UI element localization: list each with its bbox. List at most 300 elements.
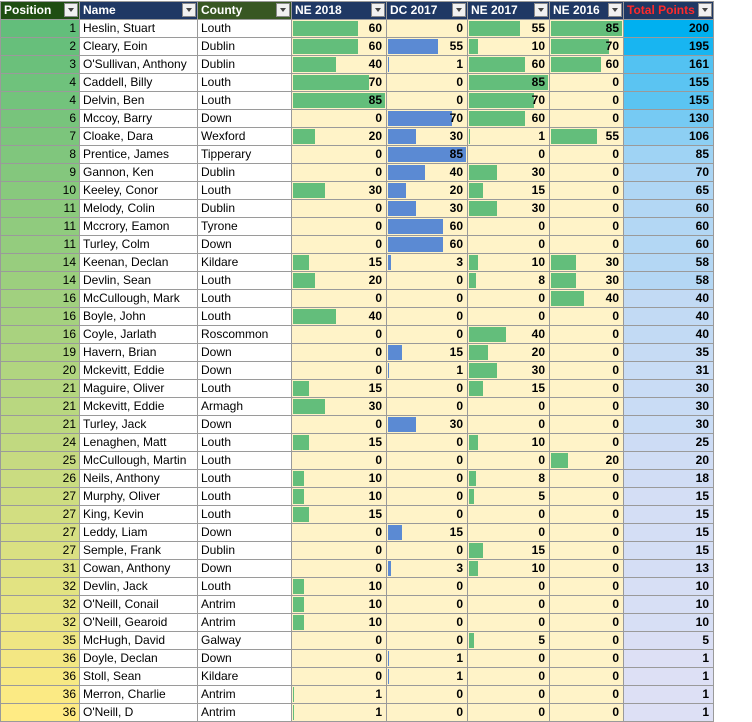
total-points-cell[interactable]: 15 [624, 488, 714, 506]
county-cell[interactable]: Dublin [198, 56, 292, 74]
ne2017-cell[interactable] [468, 236, 550, 254]
total-points-cell[interactable]: 58 [624, 254, 714, 272]
dc2017-cell[interactable] [387, 470, 468, 488]
total-points-cell[interactable]: 155 [624, 92, 714, 110]
ne2018-cell[interactable] [292, 20, 387, 38]
position-cell[interactable]: 4 [1, 92, 80, 110]
ne2018-cell[interactable] [292, 200, 387, 218]
dc2017-cell[interactable] [387, 650, 468, 668]
ne2018-cell[interactable] [292, 74, 387, 92]
position-cell[interactable]: 27 [1, 542, 80, 560]
name-cell[interactable]: Maguire, Oliver [80, 380, 198, 398]
total-points-cell[interactable]: 31 [624, 362, 714, 380]
ne2016-cell[interactable] [550, 578, 624, 596]
county-cell[interactable]: Louth [198, 380, 292, 398]
position-cell[interactable]: 14 [1, 272, 80, 290]
ne2016-cell[interactable] [550, 146, 624, 164]
ne2017-cell[interactable] [468, 632, 550, 650]
dc2017-cell[interactable] [387, 164, 468, 182]
dc2017-cell[interactable] [387, 182, 468, 200]
ne2018-cell[interactable] [292, 686, 387, 704]
position-cell[interactable]: 21 [1, 398, 80, 416]
position-cell[interactable]: 27 [1, 524, 80, 542]
dc2017-cell[interactable] [387, 434, 468, 452]
position-cell[interactable]: 36 [1, 704, 80, 722]
county-cell[interactable]: Tyrone [198, 218, 292, 236]
county-cell[interactable]: Roscommon [198, 326, 292, 344]
county-cell[interactable]: Louth [198, 434, 292, 452]
ne2018-cell[interactable] [292, 272, 387, 290]
position-cell[interactable]: 16 [1, 308, 80, 326]
name-cell[interactable]: Heslin, Stuart [80, 20, 198, 38]
total-points-cell[interactable]: 1 [624, 668, 714, 686]
ne2016-cell[interactable] [550, 362, 624, 380]
ne2016-cell[interactable] [550, 506, 624, 524]
county-cell[interactable]: Dublin [198, 542, 292, 560]
position-cell[interactable]: 10 [1, 182, 80, 200]
ne2016-cell[interactable] [550, 452, 624, 470]
county-cell[interactable]: Louth [198, 506, 292, 524]
ne2018-cell[interactable] [292, 398, 387, 416]
ne2018-cell[interactable] [292, 182, 387, 200]
dc2017-cell[interactable] [387, 128, 468, 146]
total-points-cell[interactable]: 200 [624, 20, 714, 38]
ne2017-cell[interactable] [468, 452, 550, 470]
ne2018-cell[interactable] [292, 110, 387, 128]
ne2016-cell[interactable] [550, 56, 624, 74]
county-cell[interactable]: Antrim [198, 704, 292, 722]
county-cell[interactable]: Louth [198, 578, 292, 596]
position-cell[interactable]: 25 [1, 452, 80, 470]
dc2017-cell[interactable] [387, 56, 468, 74]
total-points-cell[interactable]: 1 [624, 686, 714, 704]
dc2017-cell[interactable] [387, 380, 468, 398]
ne2016-cell[interactable] [550, 470, 624, 488]
total-points-cell[interactable]: 106 [624, 128, 714, 146]
ne2018-cell[interactable] [292, 614, 387, 632]
ne2017-cell[interactable] [468, 344, 550, 362]
ne2017-cell[interactable] [468, 380, 550, 398]
ne2017-cell[interactable] [468, 506, 550, 524]
position-cell[interactable]: 26 [1, 470, 80, 488]
dc2017-cell[interactable] [387, 326, 468, 344]
name-cell[interactable]: Caddell, Billy [80, 74, 198, 92]
dc2017-cell[interactable] [387, 398, 468, 416]
name-cell[interactable]: Devlin, Jack [80, 578, 198, 596]
ne2017-cell[interactable] [468, 308, 550, 326]
ne2018-cell[interactable] [292, 632, 387, 650]
ne2018-cell[interactable] [292, 542, 387, 560]
name-cell[interactable]: O'Neill, D [80, 704, 198, 722]
ne2018-cell[interactable] [292, 146, 387, 164]
ne2016-cell[interactable] [550, 200, 624, 218]
dc2017-cell[interactable] [387, 20, 468, 38]
name-cell[interactable]: Keenan, Declan [80, 254, 198, 272]
name-cell[interactable]: Cowan, Anthony [80, 560, 198, 578]
county-cell[interactable]: Dublin [198, 38, 292, 56]
filter-dropdown-icon[interactable] [64, 3, 78, 17]
filter-dropdown-icon[interactable] [276, 3, 290, 17]
ne2018-cell[interactable] [292, 38, 387, 56]
county-cell[interactable]: Louth [198, 74, 292, 92]
dc2017-cell[interactable] [387, 632, 468, 650]
total-points-cell[interactable]: 85 [624, 146, 714, 164]
position-cell[interactable]: 31 [1, 560, 80, 578]
ne2017-cell[interactable] [468, 200, 550, 218]
ne2018-cell[interactable] [292, 524, 387, 542]
position-cell[interactable]: 11 [1, 200, 80, 218]
name-cell[interactable]: Semple, Frank [80, 542, 198, 560]
county-cell[interactable]: Antrim [198, 614, 292, 632]
ne2016-cell[interactable] [550, 650, 624, 668]
ne2018-cell[interactable] [292, 650, 387, 668]
ne2016-cell[interactable] [550, 614, 624, 632]
name-cell[interactable]: O'Sullivan, Anthony [80, 56, 198, 74]
name-cell[interactable]: Cloake, Dara [80, 128, 198, 146]
ne2016-cell[interactable] [550, 632, 624, 650]
total-points-cell[interactable]: 1 [624, 704, 714, 722]
name-cell[interactable]: Mccoy, Barry [80, 110, 198, 128]
ne2017-cell[interactable] [468, 92, 550, 110]
ne2018-cell[interactable] [292, 380, 387, 398]
ne2017-cell[interactable] [468, 416, 550, 434]
ne2016-cell[interactable] [550, 20, 624, 38]
ne2018-cell[interactable] [292, 578, 387, 596]
position-cell[interactable]: 32 [1, 578, 80, 596]
position-cell[interactable]: 9 [1, 164, 80, 182]
ne2018-cell[interactable] [292, 668, 387, 686]
total-points-cell[interactable]: 58 [624, 272, 714, 290]
dc2017-cell[interactable] [387, 38, 468, 56]
county-cell[interactable]: Louth [198, 308, 292, 326]
county-cell[interactable]: Kildare [198, 668, 292, 686]
ne2016-cell[interactable] [550, 236, 624, 254]
name-cell[interactable]: Keeley, Conor [80, 182, 198, 200]
name-cell[interactable]: King, Kevin [80, 506, 198, 524]
position-cell[interactable]: 24 [1, 434, 80, 452]
name-cell[interactable]: Coyle, Jarlath [80, 326, 198, 344]
ne2016-cell[interactable] [550, 308, 624, 326]
county-cell[interactable]: Louth [198, 290, 292, 308]
ne2016-cell[interactable] [550, 164, 624, 182]
ne2016-cell[interactable] [550, 92, 624, 110]
dc2017-cell[interactable] [387, 452, 468, 470]
name-cell[interactable]: Turley, Jack [80, 416, 198, 434]
ne2018-cell[interactable] [292, 434, 387, 452]
ne2017-cell[interactable] [468, 596, 550, 614]
ne2017-cell[interactable] [468, 74, 550, 92]
total-points-cell[interactable]: 130 [624, 110, 714, 128]
county-cell[interactable]: Louth [198, 182, 292, 200]
column-header-ne2017[interactable] [468, 2, 550, 20]
ne2017-cell[interactable] [468, 470, 550, 488]
ne2017-cell[interactable] [468, 704, 550, 722]
ne2017-cell[interactable] [468, 38, 550, 56]
name-cell[interactable]: McHugh, David [80, 632, 198, 650]
position-cell[interactable]: 16 [1, 290, 80, 308]
dc2017-cell[interactable] [387, 344, 468, 362]
ne2016-cell[interactable] [550, 704, 624, 722]
dc2017-cell[interactable] [387, 668, 468, 686]
ne2018-cell[interactable] [292, 704, 387, 722]
dc2017-cell[interactable] [387, 704, 468, 722]
ne2018-cell[interactable] [292, 488, 387, 506]
dc2017-cell[interactable] [387, 272, 468, 290]
dc2017-cell[interactable] [387, 488, 468, 506]
dc2017-cell[interactable] [387, 110, 468, 128]
position-cell[interactable]: 4 [1, 74, 80, 92]
county-cell[interactable]: Down [198, 236, 292, 254]
position-cell[interactable]: 11 [1, 218, 80, 236]
name-cell[interactable]: Neils, Anthony [80, 470, 198, 488]
ne2017-cell[interactable] [468, 290, 550, 308]
county-cell[interactable]: Dublin [198, 200, 292, 218]
ne2017-cell[interactable] [468, 164, 550, 182]
ne2017-cell[interactable] [468, 650, 550, 668]
position-cell[interactable]: 35 [1, 632, 80, 650]
dc2017-cell[interactable] [387, 578, 468, 596]
total-points-cell[interactable]: 10 [624, 578, 714, 596]
total-points-cell[interactable]: 30 [624, 380, 714, 398]
ne2017-cell[interactable] [468, 398, 550, 416]
position-cell[interactable]: 1 [1, 20, 80, 38]
column-header-position[interactable] [1, 2, 80, 20]
filter-dropdown-icon[interactable] [452, 3, 466, 17]
position-cell[interactable]: 7 [1, 128, 80, 146]
ne2018-cell[interactable] [292, 596, 387, 614]
position-cell[interactable]: 21 [1, 416, 80, 434]
ne2016-cell[interactable] [550, 272, 624, 290]
ne2016-cell[interactable] [550, 668, 624, 686]
name-cell[interactable]: O'Neill, Conail [80, 596, 198, 614]
ne2017-cell[interactable] [468, 686, 550, 704]
ne2017-cell[interactable] [468, 20, 550, 38]
ne2016-cell[interactable] [550, 254, 624, 272]
county-cell[interactable]: Louth [198, 470, 292, 488]
name-cell[interactable]: Boyle, John [80, 308, 198, 326]
total-points-cell[interactable]: 20 [624, 452, 714, 470]
total-points-cell[interactable]: 13 [624, 560, 714, 578]
filter-dropdown-icon[interactable] [371, 3, 385, 17]
dc2017-cell[interactable] [387, 218, 468, 236]
ne2016-cell[interactable] [550, 416, 624, 434]
total-points-cell[interactable]: 10 [624, 614, 714, 632]
name-cell[interactable]: O'Neill, Gearoid [80, 614, 198, 632]
county-cell[interactable]: Louth [198, 92, 292, 110]
total-points-cell[interactable]: 40 [624, 326, 714, 344]
dc2017-cell[interactable] [387, 686, 468, 704]
ne2018-cell[interactable] [292, 362, 387, 380]
county-cell[interactable]: Louth [198, 20, 292, 38]
filter-dropdown-icon[interactable] [698, 3, 712, 17]
dc2017-cell[interactable] [387, 362, 468, 380]
ne2017-cell[interactable] [468, 128, 550, 146]
ne2018-cell[interactable] [292, 290, 387, 308]
county-cell[interactable]: Armagh [198, 398, 292, 416]
county-cell[interactable]: Wexford [198, 128, 292, 146]
name-cell[interactable]: Havern, Brian [80, 344, 198, 362]
ne2016-cell[interactable] [550, 218, 624, 236]
name-cell[interactable]: Doyle, Declan [80, 650, 198, 668]
ne2017-cell[interactable] [468, 272, 550, 290]
name-cell[interactable]: Leddy, Liam [80, 524, 198, 542]
dc2017-cell[interactable] [387, 308, 468, 326]
county-cell[interactable]: Tipperary [198, 146, 292, 164]
ne2018-cell[interactable] [292, 344, 387, 362]
name-cell[interactable]: Melody, Colin [80, 200, 198, 218]
ne2017-cell[interactable] [468, 362, 550, 380]
name-cell[interactable]: McCullough, Mark [80, 290, 198, 308]
total-points-cell[interactable]: 15 [624, 506, 714, 524]
dc2017-cell[interactable] [387, 596, 468, 614]
ne2017-cell[interactable] [468, 146, 550, 164]
total-points-cell[interactable]: 60 [624, 236, 714, 254]
position-cell[interactable]: 36 [1, 650, 80, 668]
ne2018-cell[interactable] [292, 92, 387, 110]
total-points-cell[interactable]: 1 [624, 650, 714, 668]
ne2017-cell[interactable] [468, 326, 550, 344]
county-cell[interactable]: Dublin [198, 164, 292, 182]
name-cell[interactable]: Prentice, James [80, 146, 198, 164]
total-points-cell[interactable]: 15 [624, 524, 714, 542]
column-header-county[interactable] [198, 2, 292, 20]
dc2017-cell[interactable] [387, 542, 468, 560]
total-points-cell[interactable]: 5 [624, 632, 714, 650]
name-cell[interactable]: Devlin, Sean [80, 272, 198, 290]
name-cell[interactable]: Murphy, Oliver [80, 488, 198, 506]
ne2016-cell[interactable] [550, 542, 624, 560]
position-cell[interactable]: 6 [1, 110, 80, 128]
ne2018-cell[interactable] [292, 128, 387, 146]
ne2016-cell[interactable] [550, 344, 624, 362]
position-cell[interactable]: 32 [1, 596, 80, 614]
county-cell[interactable]: Down [198, 560, 292, 578]
position-cell[interactable]: 16 [1, 326, 80, 344]
county-cell[interactable]: Kildare [198, 254, 292, 272]
ne2017-cell[interactable] [468, 578, 550, 596]
ne2017-cell[interactable] [468, 56, 550, 74]
county-cell[interactable]: Antrim [198, 596, 292, 614]
position-cell[interactable]: 27 [1, 506, 80, 524]
ne2018-cell[interactable] [292, 560, 387, 578]
ne2018-cell[interactable] [292, 326, 387, 344]
ne2016-cell[interactable] [550, 128, 624, 146]
position-cell[interactable]: 2 [1, 38, 80, 56]
dc2017-cell[interactable] [387, 236, 468, 254]
county-cell[interactable]: Louth [198, 488, 292, 506]
ne2018-cell[interactable] [292, 56, 387, 74]
dc2017-cell[interactable] [387, 416, 468, 434]
position-cell[interactable]: 19 [1, 344, 80, 362]
ne2016-cell[interactable] [550, 686, 624, 704]
county-cell[interactable]: Louth [198, 452, 292, 470]
position-cell[interactable]: 27 [1, 488, 80, 506]
ne2016-cell[interactable] [550, 290, 624, 308]
name-cell[interactable]: Merron, Charlie [80, 686, 198, 704]
ne2017-cell[interactable] [468, 254, 550, 272]
total-points-cell[interactable]: 30 [624, 416, 714, 434]
ne2016-cell[interactable] [550, 560, 624, 578]
total-points-cell[interactable]: 70 [624, 164, 714, 182]
ne2016-cell[interactable] [550, 434, 624, 452]
column-header-name[interactable] [80, 2, 198, 20]
position-cell[interactable]: 21 [1, 380, 80, 398]
ne2017-cell[interactable] [468, 542, 550, 560]
name-cell[interactable]: Delvin, Ben [80, 92, 198, 110]
ne2018-cell[interactable] [292, 218, 387, 236]
name-cell[interactable]: Turley, Colm [80, 236, 198, 254]
total-points-cell[interactable]: 60 [624, 200, 714, 218]
total-points-cell[interactable]: 40 [624, 290, 714, 308]
name-cell[interactable]: Mckevitt, Eddie [80, 362, 198, 380]
total-points-cell[interactable]: 161 [624, 56, 714, 74]
dc2017-cell[interactable] [387, 74, 468, 92]
dc2017-cell[interactable] [387, 524, 468, 542]
column-header-total[interactable] [624, 2, 714, 20]
name-cell[interactable]: Lenaghen, Matt [80, 434, 198, 452]
dc2017-cell[interactable] [387, 560, 468, 578]
filter-dropdown-icon[interactable] [534, 3, 548, 17]
ne2017-cell[interactable] [468, 560, 550, 578]
dc2017-cell[interactable] [387, 146, 468, 164]
dc2017-cell[interactable] [387, 200, 468, 218]
ne2017-cell[interactable] [468, 110, 550, 128]
total-points-cell[interactable]: 60 [624, 218, 714, 236]
ne2016-cell[interactable] [550, 110, 624, 128]
county-cell[interactable]: Down [198, 524, 292, 542]
total-points-cell[interactable]: 25 [624, 434, 714, 452]
ne2016-cell[interactable] [550, 398, 624, 416]
county-cell[interactable]: Down [198, 344, 292, 362]
name-cell[interactable]: Cleary, Eoin [80, 38, 198, 56]
ne2017-cell[interactable] [468, 182, 550, 200]
ne2016-cell[interactable] [550, 524, 624, 542]
ne2017-cell[interactable] [468, 218, 550, 236]
column-header-dc2017[interactable] [387, 2, 468, 20]
total-points-cell[interactable]: 30 [624, 398, 714, 416]
county-cell[interactable]: Down [198, 110, 292, 128]
total-points-cell[interactable]: 40 [624, 308, 714, 326]
position-cell[interactable]: 36 [1, 668, 80, 686]
position-cell[interactable]: 20 [1, 362, 80, 380]
ne2018-cell[interactable] [292, 236, 387, 254]
name-cell[interactable]: McCullough, Martin [80, 452, 198, 470]
filter-dropdown-icon[interactable] [182, 3, 196, 17]
column-header-ne2016[interactable] [550, 2, 624, 20]
name-cell[interactable]: Gannon, Ken [80, 164, 198, 182]
ne2018-cell[interactable] [292, 164, 387, 182]
total-points-cell[interactable]: 35 [624, 344, 714, 362]
dc2017-cell[interactable] [387, 254, 468, 272]
ne2016-cell[interactable] [550, 38, 624, 56]
dc2017-cell[interactable] [387, 92, 468, 110]
position-cell[interactable]: 14 [1, 254, 80, 272]
ne2016-cell[interactable] [550, 596, 624, 614]
position-cell[interactable]: 36 [1, 686, 80, 704]
dc2017-cell[interactable] [387, 290, 468, 308]
total-points-cell[interactable]: 10 [624, 596, 714, 614]
position-cell[interactable]: 32 [1, 614, 80, 632]
total-points-cell[interactable]: 15 [624, 542, 714, 560]
total-points-cell[interactable]: 195 [624, 38, 714, 56]
ne2017-cell[interactable] [468, 614, 550, 632]
total-points-cell[interactable]: 65 [624, 182, 714, 200]
ne2016-cell[interactable] [550, 74, 624, 92]
name-cell[interactable]: Mckevitt, Eddie [80, 398, 198, 416]
ne2018-cell[interactable] [292, 470, 387, 488]
position-cell[interactable]: 11 [1, 236, 80, 254]
ne2018-cell[interactable] [292, 416, 387, 434]
